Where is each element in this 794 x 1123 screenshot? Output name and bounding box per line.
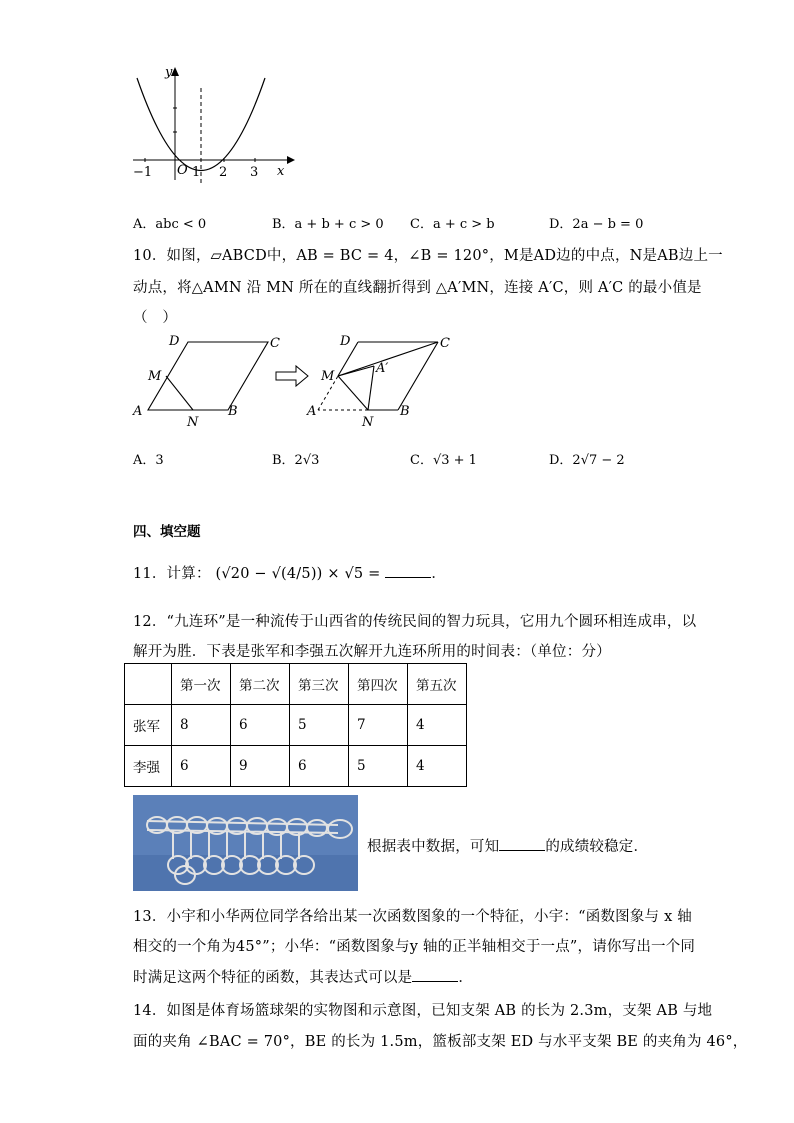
parabola-graph <box>125 58 300 188</box>
label-c-right: C <box>440 336 450 351</box>
q13-line3-prefix: 时满足这两个特征的函数，其表达式可以是 <box>133 970 413 986</box>
label-d-right: D <box>340 334 351 349</box>
table-header-cell: 第二次 <box>231 664 290 705</box>
q12-after-suffix: 的成绩较稳定． <box>545 839 649 855</box>
x-axis-arrow <box>287 156 295 164</box>
q10-figures <box>128 330 468 430</box>
table-cell: 4 <box>408 746 467 787</box>
q12-line2: 解开为胜．下表是张军和李强五次解开九连环所用的时间表：（单位：分） <box>133 644 611 660</box>
label-m-left: M <box>148 369 162 384</box>
q11-suffix: ． <box>431 566 447 582</box>
table-header-cell: 第三次 <box>290 664 349 705</box>
transform-arrow-icon <box>276 366 308 386</box>
label-a-left: A <box>133 404 143 419</box>
table-header-cell: 第五次 <box>408 664 467 705</box>
label-b-right: B <box>400 404 410 419</box>
q10-option-d: D．2√7 − 2 <box>549 453 625 468</box>
q10-option-b: B．2√3 <box>272 453 320 468</box>
segment-mn <box>166 376 193 410</box>
q12-line1: 12．“九连环”是一种流传于山西省的传统民间的智力玩具，它用九个圆环相连成串，以 <box>133 614 697 630</box>
q12-after-prefix: 根据表中数据，可知 <box>367 839 500 855</box>
q10-option-a: A．3 <box>133 453 164 468</box>
table-header-cell <box>125 664 172 705</box>
q10-line3: （ ） <box>133 310 178 326</box>
time-table <box>124 663 467 787</box>
table-cell: 李强 <box>125 746 172 787</box>
label-m-right: M <box>321 369 335 384</box>
q12-answer-blank[interactable] <box>499 836 545 851</box>
label-n-right: N <box>362 415 374 430</box>
q10-line1: 10．如图，▱ABCD中，AB = BC = 4，∠B = 120°，M是AD边的中点，N是AB边上一 <box>133 248 723 264</box>
q10-line2: 动点，将△AMN 沿 MN 所在的直线翻折得到 △A′MN，连接 A′C，则 A′C 的最小值是 <box>133 280 702 296</box>
section-heading: 四、填空题 <box>133 524 201 540</box>
origin-label: O <box>177 163 188 178</box>
label-a-right: A <box>307 404 317 419</box>
tick-label-2: 2 <box>219 165 228 180</box>
table-cell: 7 <box>349 705 408 746</box>
nine-rings-photo <box>133 795 358 891</box>
table-row <box>125 705 467 746</box>
table-cell: 6 <box>172 746 231 787</box>
label-c-left: C <box>270 336 280 351</box>
table-cell: 张军 <box>125 705 172 746</box>
q9-option-d: D．2a − b = 0 <box>549 217 644 232</box>
q11-answer-blank[interactable] <box>385 563 431 578</box>
q13-line1: 13．小宇和小华两位同学各给出某一次函数图象的一个特征，小宇：“函数图象与 x 轴 <box>133 909 692 925</box>
q9-option-a: A．abc < 0 <box>133 217 207 232</box>
y-axis-label: y <box>165 65 173 80</box>
label-n-left: N <box>187 415 199 430</box>
table-cell: 4 <box>408 705 467 746</box>
label-aprime-right: A′ <box>376 361 389 376</box>
x-axis-label: x <box>277 164 285 179</box>
q9-option-c: C．a + c > b <box>410 217 495 232</box>
q11-expression: (√20 − √(4/5)) × √5 = <box>215 566 381 582</box>
table-cell: 8 <box>172 705 231 746</box>
q9-option-b: B．a + b + c > 0 <box>272 217 384 232</box>
q14-line1: 14．如图是体育场篮球架的实物图和示意图，已知支架 AB 的长为 2.3m，支架 AB 与地 <box>133 1003 713 1019</box>
table-row <box>125 746 467 787</box>
table-cell: 5 <box>290 705 349 746</box>
table-cell: 6 <box>231 705 290 746</box>
tick-label-3: 3 <box>250 165 259 180</box>
q12-after-image <box>367 835 648 856</box>
q14-line2: 面的夹角 ∠BAC = 70°，BE 的长为 1.5m，篮板部支架 ED 与水平支架 BE 的夹角为 46°， <box>133 1034 748 1050</box>
q11-prefix: 11．计算： <box>133 566 211 582</box>
table-header-cell: 第四次 <box>349 664 408 705</box>
q10-option-c: C．√3 + 1 <box>410 453 477 468</box>
label-b-left: B <box>228 404 238 419</box>
q13-line3-suffix: ． <box>458 970 474 986</box>
tick-label-neg1: −1 <box>133 165 153 180</box>
table-header-row <box>125 664 467 705</box>
label-d-left: D <box>169 334 180 349</box>
q11 <box>133 562 446 583</box>
table-cell: 6 <box>290 746 349 787</box>
q13-answer-blank[interactable] <box>412 967 458 982</box>
q13-line3 <box>133 966 473 987</box>
q13-line2: 相交的一个角为45°”；小华：“函数图象与y 轴的正半轴相交于一点”，请你写出一个同 <box>133 939 696 955</box>
table-cell: 5 <box>349 746 408 787</box>
table-cell: 9 <box>231 746 290 787</box>
tick-label-1: 1 <box>192 165 201 180</box>
table-header-cell: 第一次 <box>172 664 231 705</box>
